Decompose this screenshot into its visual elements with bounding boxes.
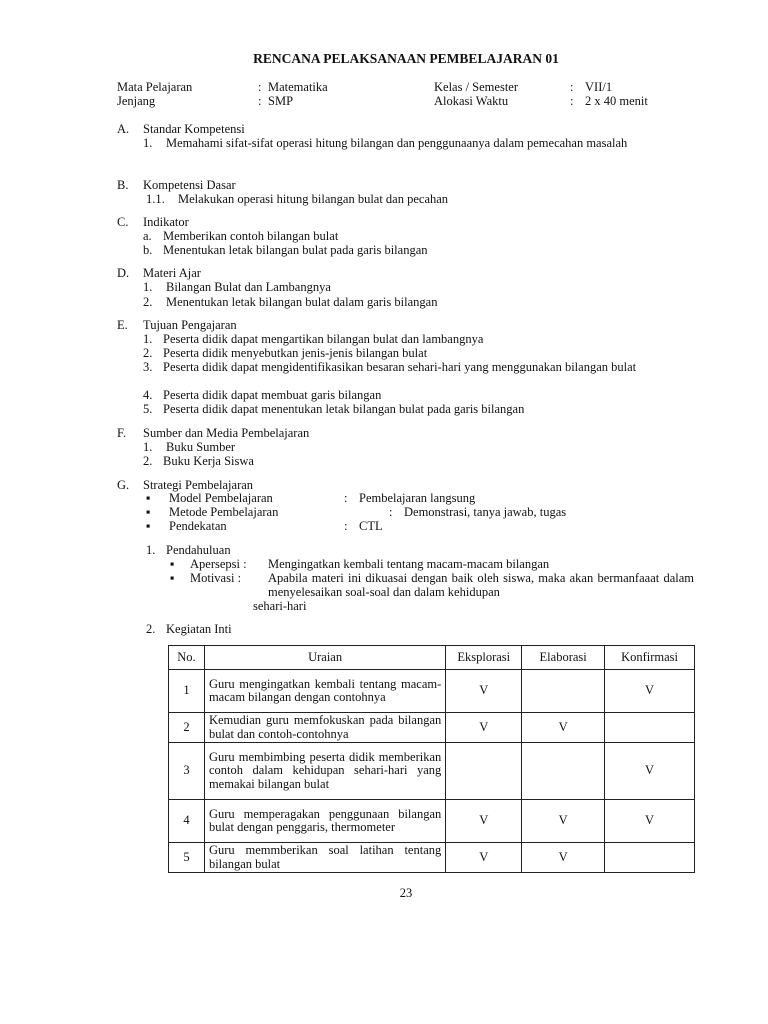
page-number: 23 <box>399 886 413 900</box>
motivasi-text: Apabila materi ini dikuasai dengan baik oleh siswa, maka akan bermanfaaat dalam menyelesaikan soal-soal dan dalam kehidupan <box>268 571 694 599</box>
kelas-value: VII/1 <box>585 80 613 94</box>
table-header-row <box>169 646 695 670</box>
list-number: 2. <box>143 454 153 468</box>
document-title: RENCANA PELAKSANAAN PEMBELAJARAN 01 <box>253 51 559 66</box>
strategy-label: Metode Pembelajaran <box>169 505 279 519</box>
list-number: 4. <box>143 388 153 402</box>
cell-uraian: Guru membimbing peserta didik memberikan contoh dalam kehidupan sehari-hari yang memakai bilangan bulat <box>204 743 445 800</box>
section-letter: B. <box>117 178 129 192</box>
list-item-text: Peserta didik dapat membuat garis bilangan <box>163 388 382 402</box>
table-row <box>169 800 695 843</box>
header-uraian: Uraian <box>204 646 445 670</box>
strategy-label: Model Pembelajaran <box>169 491 273 505</box>
header-elaborasi: Elaborasi <box>522 646 605 670</box>
cell-eksplorasi: V <box>446 713 522 743</box>
list-item-text: Peserta didik dapat mengidentifikasikan besaran sehari-hari yang menggunakan bilangan bulat <box>163 360 637 374</box>
cell-no: 1 <box>169 670 205 713</box>
cell-konfirmasi: V <box>605 670 695 713</box>
alokasi-value: 2 x 40 menit <box>585 94 648 108</box>
strategy-label: Pendekatan <box>169 519 227 533</box>
mapel-colon: : <box>258 80 262 94</box>
cell-konfirmasi: V <box>605 743 695 800</box>
list-item-text: Bilangan Bulat dan Lambangnya <box>166 280 331 294</box>
list-item-text: Menentukan letak bilangan bulat dalam garis bilangan <box>166 295 438 309</box>
motivasi-label: Motivasi : <box>190 571 242 585</box>
subsection-heading: Pendahuluan <box>166 543 231 557</box>
list-item-text: Memberikan contoh bilangan bulat <box>163 229 339 243</box>
cell-no: 4 <box>169 800 205 843</box>
strategy-colon: : <box>344 519 348 533</box>
motivasi-tail: sehari-hari <box>253 599 307 613</box>
strategy-colon: : <box>389 505 393 519</box>
section-heading: Kompetensi Dasar <box>143 178 236 192</box>
list-item-text: Memahami sifat-sifat operasi hitung bilangan dan penggunaanya dalam pemecahan masalah <box>166 136 628 150</box>
cell-konfirmasi <box>605 843 695 873</box>
strategy-value: CTL <box>359 519 383 533</box>
header-no: No. <box>169 646 205 670</box>
alokasi-colon: : <box>570 94 574 108</box>
section-heading: Tujuan Pengajaran <box>143 318 237 332</box>
cell-konfirmasi <box>605 713 695 743</box>
table-row <box>169 670 695 713</box>
list-item-text: Buku Sumber <box>166 440 236 454</box>
bullet-icon: ▪ <box>146 505 151 519</box>
cell-uraian: Guru mengingatkan kembali tentang macam-macam bilangan dengan contohnya <box>204 670 445 713</box>
bullet-icon: ▪ <box>170 571 175 585</box>
cell-konfirmasi: V <box>605 800 695 843</box>
section-heading: Strategi Pembelajaran <box>143 478 254 492</box>
list-number: 3. <box>143 360 153 374</box>
kelas-label: Kelas / Semester <box>434 80 519 94</box>
list-number: 1. <box>143 136 153 150</box>
list-number: 1.1. <box>146 192 165 206</box>
section-letter: F. <box>117 426 127 440</box>
section-letter: C. <box>117 215 129 229</box>
section-letter: G. <box>117 478 130 492</box>
table-row <box>169 713 695 743</box>
jenjang-label: Jenjang <box>117 94 156 108</box>
list-number: 2. <box>146 622 156 636</box>
cell-eksplorasi: V <box>446 800 522 843</box>
section-letter: E. <box>117 318 128 332</box>
section-letter: D. <box>117 266 130 280</box>
section-heading: Standar Kompetensi <box>143 122 245 136</box>
bullet-icon: ▪ <box>146 519 151 533</box>
strategy-colon: : <box>344 491 348 505</box>
table-row <box>169 843 695 873</box>
section-heading: Sumber dan Media Pembelajaran <box>143 426 310 440</box>
kelas-colon: : <box>570 80 574 94</box>
list-number: 2. <box>143 346 153 360</box>
list-number: 1. <box>143 332 153 346</box>
mapel-value: Matematika <box>268 80 328 94</box>
jenjang-value: SMP <box>268 94 294 108</box>
bullet-icon: ▪ <box>170 557 175 571</box>
cell-no: 3 <box>169 743 205 800</box>
apersepsi-text: Mengingatkan kembali tentang macam-macam bilangan <box>268 557 550 571</box>
cell-no: 2 <box>169 713 205 743</box>
list-item-text: Peserta didik dapat menentukan letak bilangan bulat pada garis bilangan <box>163 402 525 416</box>
cell-elaborasi: V <box>522 713 605 743</box>
subsection-heading: Kegiatan Inti <box>166 622 232 636</box>
cell-elaborasi <box>522 670 605 713</box>
list-item-text: Peserta didik menyebutkan jenis-jenis bilangan bulat <box>163 346 428 360</box>
strategy-value: Demonstrasi, tanya jawab, tugas <box>404 505 567 519</box>
jenjang-colon: : <box>258 94 262 108</box>
list-number: 2. <box>143 295 153 309</box>
section-heading: Indikator <box>143 215 189 229</box>
list-number: b. <box>143 243 153 257</box>
list-item-text: Peserta didik dapat mengartikan bilangan bulat dan lambangnya <box>163 332 484 346</box>
list-number: 1. <box>143 440 153 454</box>
table-row <box>169 743 695 800</box>
list-item-text: Melakukan operasi hitung bilangan bulat dan pecahan <box>178 192 449 206</box>
cell-elaborasi: V <box>522 800 605 843</box>
cell-eksplorasi <box>446 743 522 800</box>
cell-eksplorasi: V <box>446 843 522 873</box>
apersepsi-label: Apersepsi : <box>190 557 247 571</box>
cell-uraian: Guru memperagakan penggunaan bilangan bulat dengan penggaris, thermometer <box>204 800 445 843</box>
bullet-icon: ▪ <box>146 491 151 505</box>
mapel-label: Mata Pelajaran <box>117 80 193 94</box>
cell-elaborasi <box>522 743 605 800</box>
kegiatan-inti-table <box>168 645 695 873</box>
list-number: 1. <box>146 543 156 557</box>
list-item-text: Buku Kerja Siswa <box>163 454 254 468</box>
cell-uraian: Kemudian guru memfokuskan pada bilangan bulat dan contoh-contohnya <box>204 713 445 743</box>
header-konfirmasi: Konfirmasi <box>605 646 695 670</box>
section-letter: A. <box>117 122 130 136</box>
list-item-text: Menentukan letak bilangan bulat pada garis bilangan <box>163 243 428 257</box>
list-number: 5. <box>143 402 153 416</box>
cell-no: 5 <box>169 843 205 873</box>
list-number: 1. <box>143 280 153 294</box>
alokasi-label: Alokasi Waktu <box>434 94 509 108</box>
cell-elaborasi: V <box>522 843 605 873</box>
header-eksplorasi: Eksplorasi <box>446 646 522 670</box>
cell-uraian: Guru memmberikan soal latihan tentang bilangan bulat <box>204 843 445 873</box>
cell-eksplorasi: V <box>446 670 522 713</box>
strategy-value: Pembelajaran langsung <box>359 491 476 505</box>
list-number: a. <box>143 229 152 243</box>
section-heading: Materi Ajar <box>143 266 201 280</box>
